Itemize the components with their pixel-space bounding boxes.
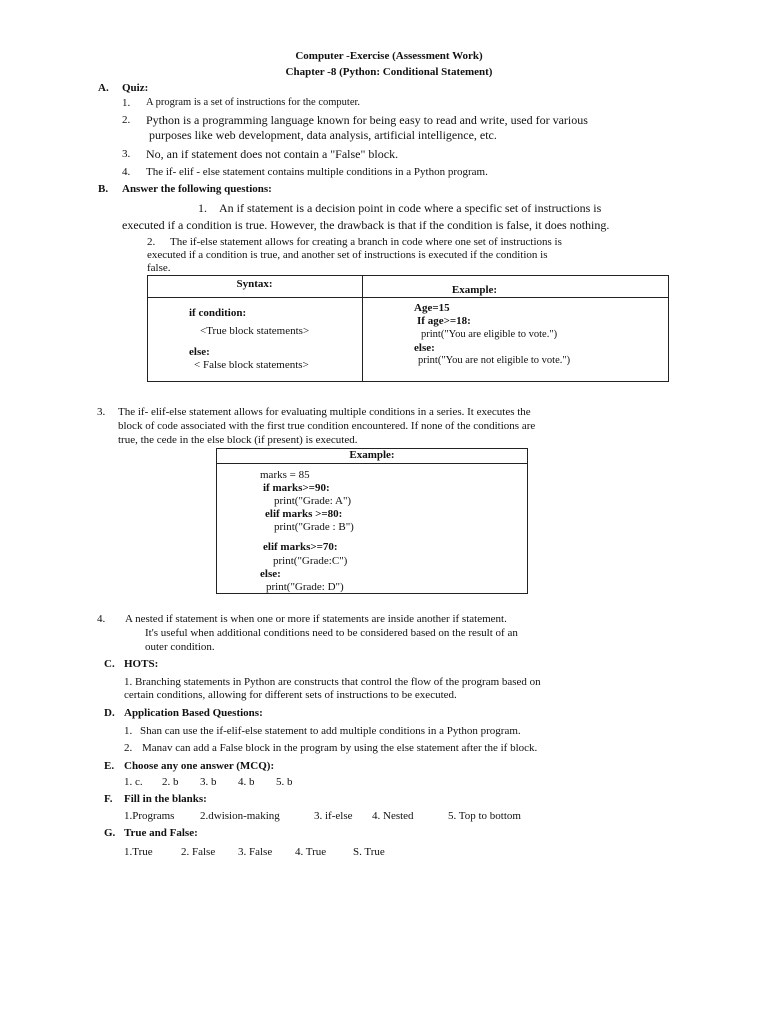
tf-answer-2: 2. False: [181, 846, 216, 858]
b-q3-line2: block of code associated with the first true condition encountered. If none of the conditions are: [118, 420, 536, 432]
tf-answer-4: 4. True: [295, 846, 327, 858]
tf-answer-1: 1.True: [124, 846, 153, 858]
b-q1-line1: An if statement is a decision point in code where a specific set of instructions is: [219, 201, 602, 215]
page-title: Computer -Exercise (Assessment Work): [295, 50, 483, 62]
mcq-answer-2: 2. b: [162, 776, 179, 788]
app-q1-num: 1.: [124, 725, 133, 737]
b-q1-line2: executed if a condition is true. However, the drawback is that if the condition is false, it does nothing.: [122, 218, 610, 232]
section-c-heading: HOTS:: [124, 658, 159, 670]
elif-line-8: else:: [260, 568, 281, 580]
syntax-line-2: <True block statements>: [200, 325, 310, 337]
section-d-heading: Application Based Questions:: [124, 707, 263, 719]
elif-example-header: Example:: [349, 449, 395, 461]
b-q4-line2: It's useful when additional conditions need to be considered based on the result of an: [145, 627, 518, 639]
section-c-letter: C.: [104, 658, 115, 670]
b-q4-num: 4.: [97, 613, 106, 625]
app-q2-text: Manav can add a False block in the program by using the else statement after the if block.: [142, 742, 538, 754]
b-q2-line3: false.: [147, 262, 171, 274]
b-q2-num: 2.: [147, 236, 156, 248]
mcq-answer-4: 4. b: [238, 776, 255, 788]
elif-line-4: elif marks >=80:: [265, 508, 343, 520]
mcq-answer-3: 3. b: [200, 776, 217, 788]
b-q3-line3: true, the cede in the else block (if present) is executed.: [118, 434, 358, 446]
quiz-3-text: No, an if statement does not contain a "False" block.: [146, 147, 399, 161]
section-d-letter: D.: [104, 707, 115, 719]
blank-answer-2: 2.dwision-making: [200, 810, 280, 822]
section-e-heading: Choose any one answer (MCQ):: [124, 760, 275, 772]
section-e-letter: E.: [104, 760, 115, 772]
example-line-1: Age=15: [414, 302, 450, 314]
blank-answer-4: 4. Nested: [372, 810, 414, 822]
example-line-2: If age>=18:: [417, 315, 471, 327]
section-a-letter: A.: [98, 82, 109, 94]
section-g-heading: True and False:: [124, 827, 198, 839]
quiz-2-line2: purposes like web development, data analysis, artificial intelligence, etc.: [149, 128, 497, 142]
syntax-line-4: < False block statements>: [194, 359, 309, 371]
example-line-4: else:: [414, 342, 435, 354]
example-line-3: print("You are eligible to vote."): [421, 329, 558, 340]
app-q1-text: Shan can use the if-elif-else statement to add multiple conditions in a Python program.: [140, 725, 521, 737]
section-b-letter: B.: [98, 183, 109, 195]
section-g-letter: G.: [104, 827, 116, 839]
hots-line-2: certain conditions, allowing for different sets of instructions to be executed.: [124, 689, 457, 701]
example-line-5: print("You are not eligible to vote."): [418, 355, 571, 366]
b-q4-line1: A nested if statement is when one or more if statements are inside another if statement.: [125, 613, 507, 625]
b-q4-line3: outer condition.: [145, 641, 215, 653]
page-subtitle: Chapter -8 (Python: Conditional Statement): [285, 66, 493, 78]
mcq-answer-5: 5. b: [276, 776, 293, 788]
quiz-2-num: 2.: [122, 114, 131, 126]
b-q3-line1: The if- elif-else statement allows for evaluating multiple conditions in a series. It executes the: [118, 406, 531, 418]
quiz-4-num: 4.: [122, 166, 131, 178]
blank-answer-5: 5. Top to bottom: [448, 810, 521, 822]
b-q1-num: 1.: [198, 201, 207, 215]
b-q2-line1: The if-else statement allows for creating a branch in code where one set of instructions is: [170, 236, 562, 248]
section-f-letter: F.: [104, 793, 113, 805]
table-header-rule: [147, 297, 669, 298]
tf-answer-5: S. True: [353, 846, 385, 858]
quiz-3-num: 3.: [122, 148, 131, 160]
elif-line-7: print("Grade:C"): [273, 555, 348, 567]
elif-line-9: print("Grade: D"): [266, 581, 344, 593]
elif-line-6: elif marks>=70:: [263, 541, 338, 553]
app-q2-num: 2.: [124, 742, 133, 754]
elif-line-3: print("Grade: A"): [274, 495, 352, 507]
example-header: Example:: [451, 284, 498, 296]
quiz-1-text: A program is a set of instructions for the computer.: [146, 97, 361, 108]
elif-example-header-rule: [216, 463, 528, 464]
syntax-line-1: if condition:: [189, 307, 247, 319]
blank-answer-3: 3. if-else: [314, 810, 353, 822]
syntax-line-3: else:: [189, 346, 210, 358]
quiz-4-text: The if- elif - else statement contains multiple conditions in a Python program.: [146, 166, 488, 178]
b-q2-line2: executed if a condition is true, and another set of instructions is executed if the condition is: [147, 249, 548, 261]
section-b-heading: Answer the following questions:: [122, 183, 272, 195]
tf-answer-3: 3. False: [238, 846, 273, 858]
blank-answer-1: 1.Programs: [124, 810, 175, 822]
mcq-answer-1: 1. c.: [124, 776, 143, 788]
section-f-heading: Fill in the blanks:: [124, 793, 207, 805]
section-a-heading: Quiz:: [122, 82, 149, 94]
elif-line-5: print("Grade : B"): [274, 521, 354, 533]
b-q3-num: 3.: [97, 406, 106, 418]
quiz-1-num: 1.: [122, 97, 131, 109]
elif-line-2: if marks>=90:: [263, 482, 330, 494]
syntax-header: Syntax:: [236, 278, 273, 290]
hots-line-1: 1. Branching statements in Python are constructs that control the flow of the program based on: [124, 676, 541, 688]
quiz-2-line1: Python is a programming language known for being easy to read and write, used for various: [146, 113, 588, 127]
elif-line-1: marks = 85: [260, 469, 310, 481]
